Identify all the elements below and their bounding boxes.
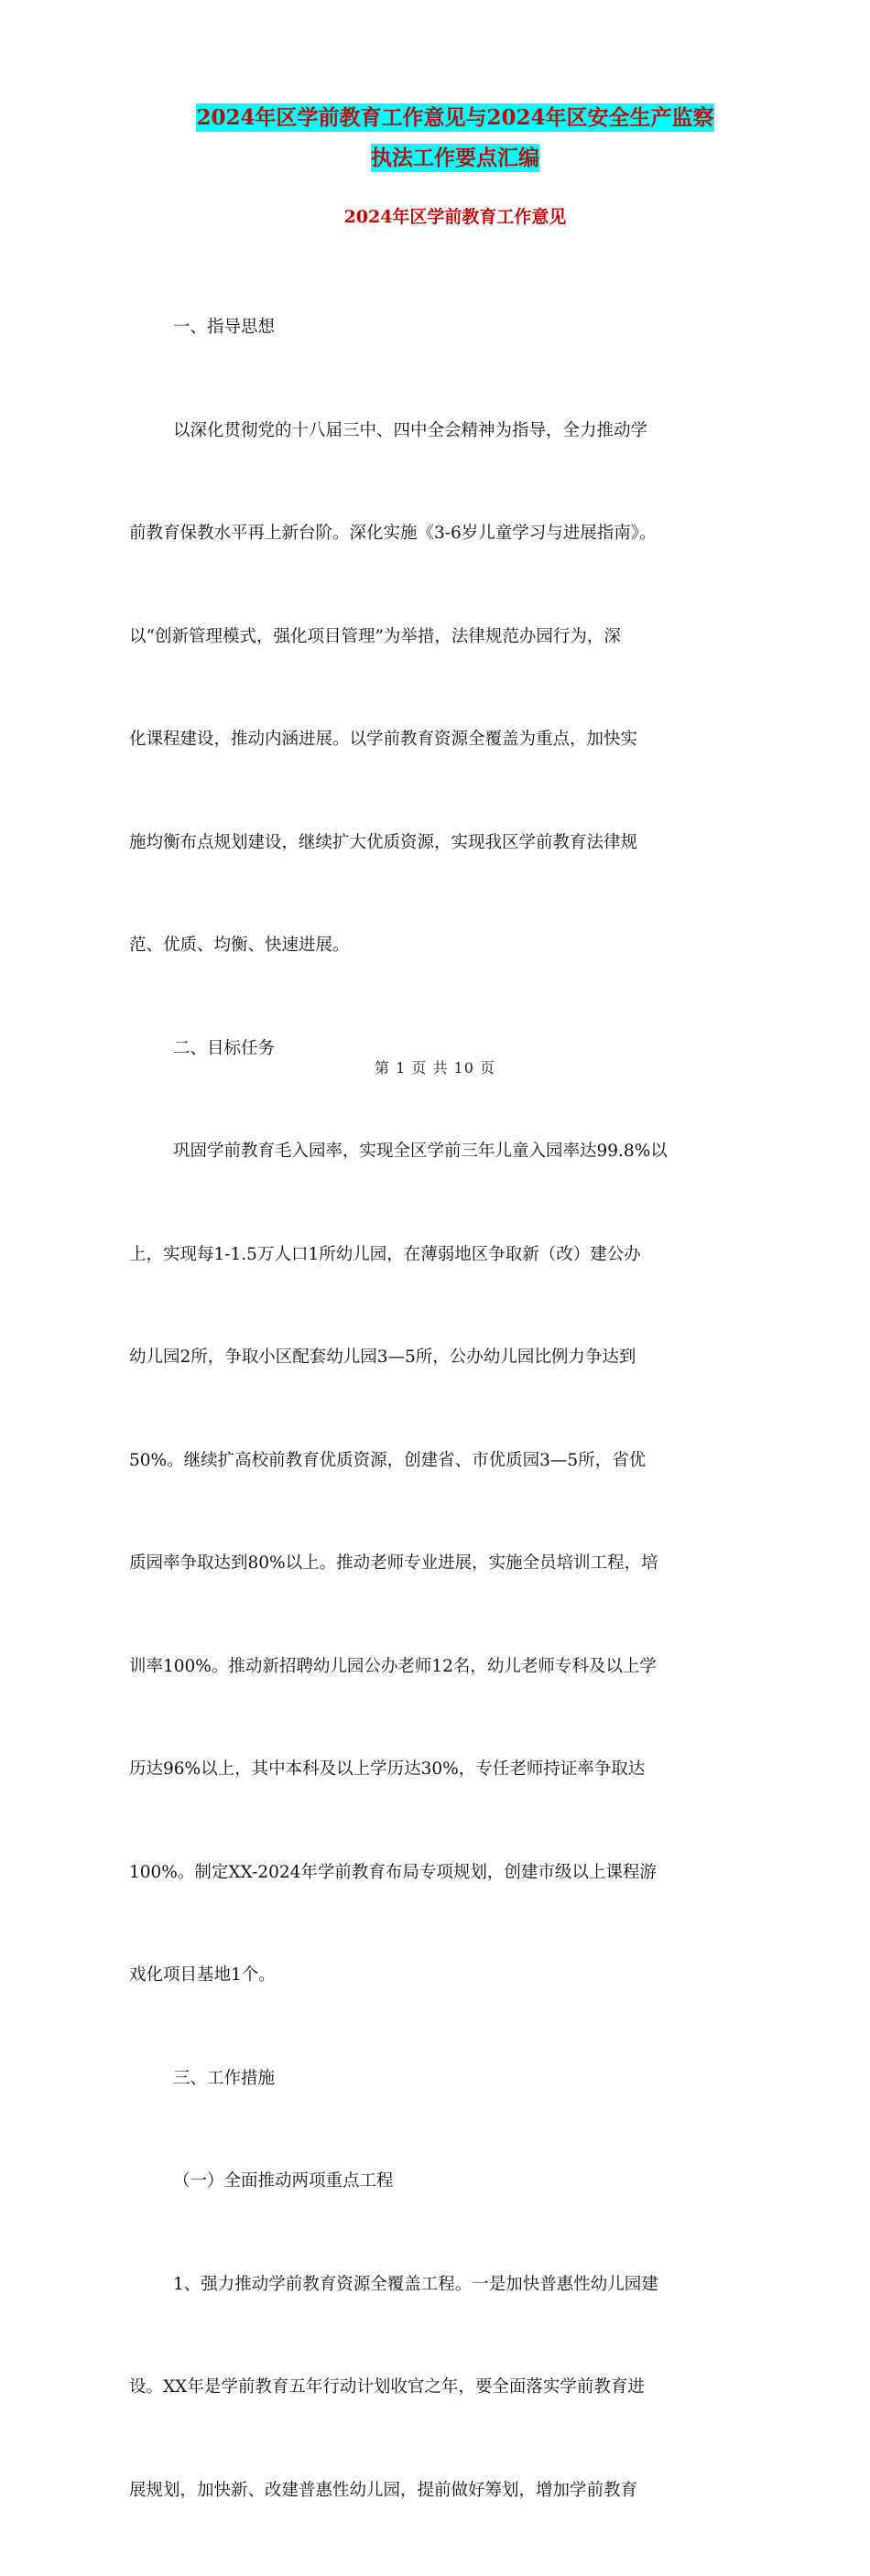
body-text	[129, 242, 745, 2576]
main-title-line-2	[128, 145, 782, 172]
main-title-line-1	[128, 104, 782, 132]
heading-goals-tasks: 二、目标任务	[173, 1038, 276, 1058]
subheading-two-key-projects: （一）全面推动两项重点工程	[173, 2171, 394, 2191]
paragraph-line: 训率100%。推动新招聘幼儿园公办老师12名，幼儿老师专科及以上学	[129, 1656, 657, 1676]
paragraph-line: 前教育保教水平再上新台阶。深化实施《3-6岁儿童学习与进展指南》。	[129, 524, 657, 543]
paragraph-line: 历达96%以上，其中本科及以上学历达30%，专任老师持证率争取达	[129, 1759, 646, 1779]
page-footer: 第 1 页 共 10 页	[375, 1059, 495, 1077]
paragraph-line: 施均衡布点规划建设，继续扩大优质资源，实现我区学前教育法律规	[129, 832, 638, 852]
main-title-line-1-text: 2024年区学前教育工作意见与2024年区安全生产监察	[196, 105, 714, 130]
paragraph-line: 上，实现每1-1.5万人口1所幼儿园，在薄弱地区争取新（改）建公办	[129, 1244, 641, 1264]
paragraph-line: 范、优质、均衡、快速进展。	[129, 936, 350, 955]
heading-work-measures: 三、工作措施	[173, 2068, 276, 2088]
paragraph-line: 100%。制定XX-2024年学前教育布局专项规划，创建市级以上课程游	[129, 1862, 657, 1882]
paragraph-line: 设。XX年是学前教育五年行动计划收官之年，要全面落实学前教育进	[129, 2377, 645, 2397]
paragraph-line: 巩固学前教育毛入园率，实现全区学前三年儿童入园率达99.8%以	[173, 1142, 668, 1161]
paragraph-line: 50%。继续扩高校前教育优质资源，创建省、市优质园3—5所，省优	[129, 1450, 647, 1470]
paragraph-line: 化课程建设，推动内涵进展。以学前教育资源全覆盖为重点，加快实	[129, 730, 638, 749]
paragraph-line: 以“创新管理模式，强化项目管理”为举措，法律规范办园行为，深	[129, 626, 621, 646]
paragraph-line: 以深化贯彻党的十八届三中、四中全会精神为指导，全力推动学	[173, 420, 648, 440]
paragraph-line: 幼儿园2所，争取小区配套幼儿园3—5所，公办幼儿园比例力争达到	[129, 1348, 636, 1367]
paragraph-line: 戏化项目基地1个。	[129, 1965, 276, 1985]
heading-guiding-ideology: 一、指导思想	[173, 318, 276, 337]
section-title: 2024年区学前教育工作意见	[343, 207, 567, 227]
paragraph-line: 展规划，加快新、改建普惠性幼儿园，提前做好筹划，增加学前教育	[129, 2480, 638, 2500]
paragraph-line: 1、强力推动学前教育资源全覆盖工程。一是加快普惠性幼儿园建	[173, 2274, 658, 2294]
paragraph-line: 质园率争取达到80%以上。推动老师专业进展，实施全员培训工程，培	[129, 1553, 658, 1573]
main-title-line-2-text: 执法工作要点汇编	[371, 146, 539, 170]
